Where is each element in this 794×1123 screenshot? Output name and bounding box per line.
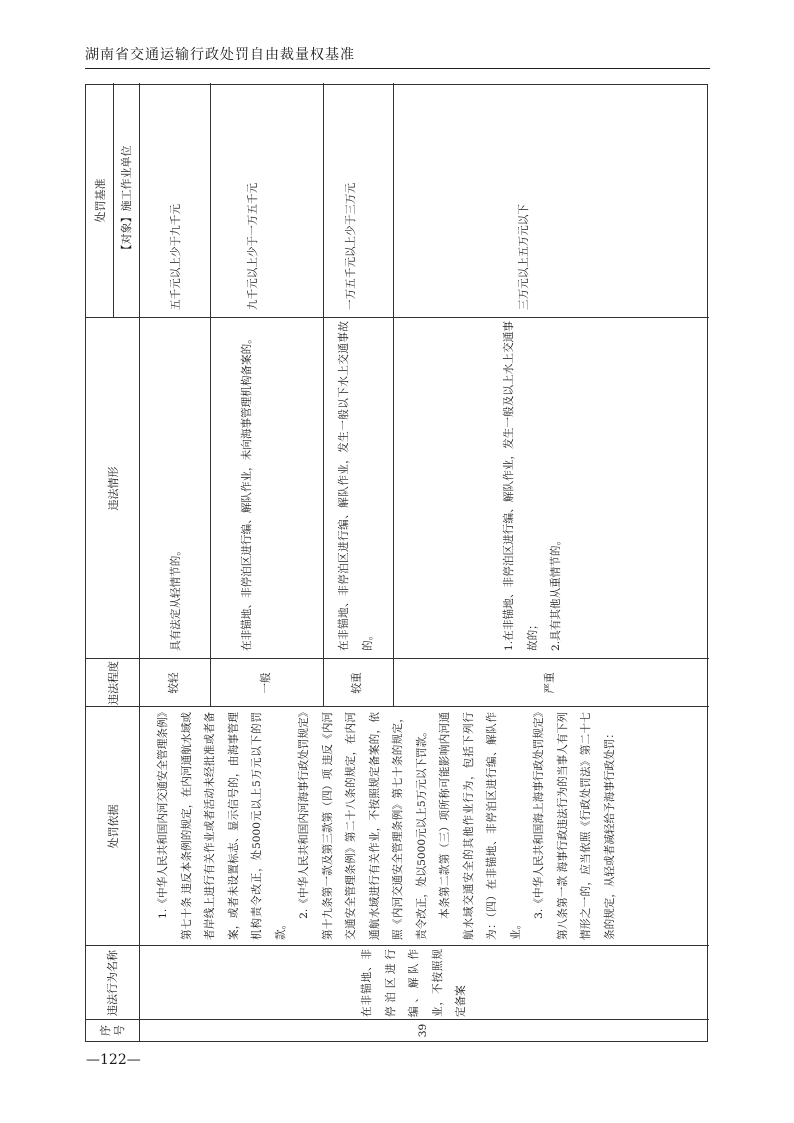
penalty-minor: 五千元以上少于九千元	[170, 204, 182, 310]
degree-general: 一般	[259, 672, 272, 694]
col-line-5	[86, 317, 709, 318]
rotated-table-wrapper	[85, 84, 708, 1042]
col-line-2	[86, 945, 709, 946]
penalty-general: 九千元以上少于一万五千元	[247, 182, 259, 310]
row-violation-name: 在非锚地、非停泊区进行编、解队作业，不按照规定备案	[361, 949, 467, 1017]
basis-paragraph-4: 3.《中华人民共和国海上海事行政处罚规定》第八条第一款 海事行政违法行为的当事人有下列情形之一的，应当依照《行政处罚法》第二十七条的规定，从轻或者减轻给予海事行政处罚：	[533, 712, 616, 940]
basis-paragraph-1: 1.《中华人民共和国内河交通安全管理条例》第七十条 违反本条例的规定，在内河通航水域或者岸线上进行有关作业或者活动未经批准或者备案，或者未设置标志、显示信号的，由海事管理机构责令改正，处5000元以上5万元以下的罚款。	[157, 712, 287, 940]
header-target: 【对象】施工作业单位	[120, 145, 133, 256]
degree-severe: 严重	[544, 672, 557, 694]
row-seq: 39	[417, 1023, 430, 1038]
circumstance-minor: 具有法定从轻情节的。	[170, 545, 182, 651]
penalty-severe: 三万元以上五万元以下	[518, 204, 530, 310]
circumstance-serious: 在非锚地、非停泊区进行编、解队作业，发生一般以下水上交通事故的。	[338, 321, 374, 651]
header-name: 违法行为名称	[105, 950, 119, 1016]
header-basis: 处罚依据	[106, 804, 120, 849]
running-header: 湖南省交通运输行政处罚自由裁量权基准	[85, 47, 355, 63]
header-rule	[85, 68, 710, 69]
penalty-serious: 一万五千元以上少于三万元	[345, 182, 357, 310]
basis-paragraph-3: 本条第二款第（三）项所称可能影响内河通航水域交通安全的其他作业行为，包括下列行为：（四）在非锚地、非停泊区进行编、解队作业。	[439, 712, 522, 940]
level-divider-2	[323, 83, 324, 707]
basis-paragraph-2: 2.《中华人民共和国内河海事行政处罚规定》第十九条第一款及第三款第（四）项 违反《内河交通安全管理条例》第二十八条的规定，在内河通航水域进行有关作业，不按照规定备案的，依照《内河交通安全管理条例》第七十条的规定，责令改正，处以5000元以上5万元以下罚款。	[298, 712, 428, 940]
circumstance-general: 在非锚地、非停泊区进行编、解队作业，未向海事管理机构备案的。	[241, 333, 253, 651]
row-legal-basis	[152, 712, 708, 940]
level-divider-1	[210, 83, 211, 707]
page-number: —122—	[86, 1052, 141, 1068]
header-seq: 序号	[98, 1025, 126, 1036]
header-standard: 处罚基准	[93, 178, 107, 223]
header-rule-row	[139, 83, 140, 1041]
header-circumstance: 违法情形	[106, 466, 120, 511]
level-divider-3	[393, 83, 394, 707]
degree-serious: 较重	[351, 672, 364, 694]
degree-minor: 较轻	[167, 672, 180, 694]
header-degree: 违法程度	[106, 661, 120, 705]
circumstance-severe: 1.在非锚地、非停泊区进行编、解队作业，发生一般及以上水上交通事故的； 2.具有其他从重情节的。	[503, 321, 562, 651]
penalty-table	[85, 84, 708, 1042]
